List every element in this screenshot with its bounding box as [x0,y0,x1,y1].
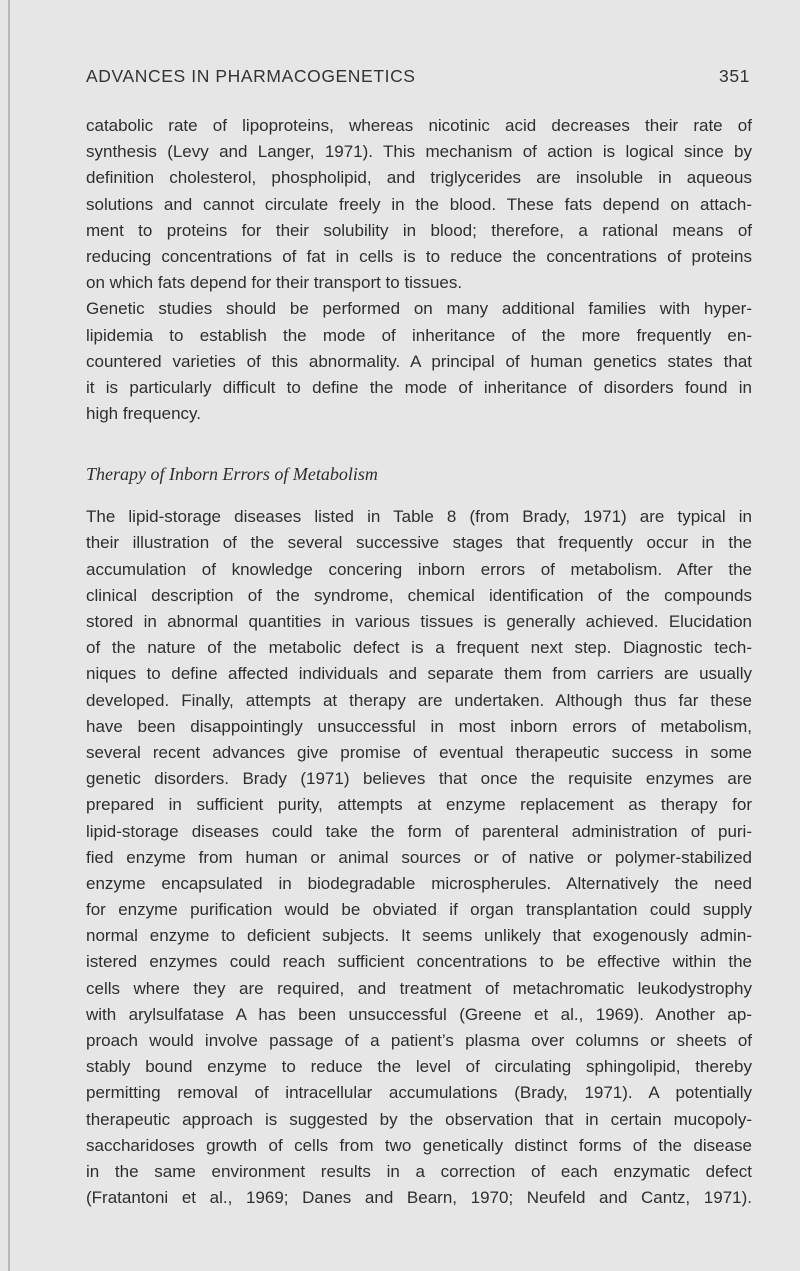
page-binding-edge [8,0,10,1271]
text-line: reducing concentrations of fat in cells is to reduce the concentrations of proteins [86,246,752,266]
text-line: stored in abnormal quantities in various tissues is generally achieved. Elucidation [86,612,752,631]
text-line: developed. Finally, attempts at therapy are undertaken. Although thus far these [86,690,752,710]
text-line: countered varieties of this abnormality. A principal of human genetics states that [86,351,752,371]
text-line: on which fats depend for their transport to tissues. [86,273,463,293]
text-line: catabolic rate of lipoproteins, whereas nicotinic acid decreases their rate of [86,116,752,135]
page-body [86,113,752,1211]
text-line: high frequency. [86,404,201,424]
paragraph-3 [86,504,752,1211]
text-line: in the same environment results in a correction of each enzymatic defect [86,1161,752,1181]
text-line: with arylsulfatase A has been unsuccessful (Greene et al., 1969). Another ap- [86,1004,752,1024]
paragraph-1 [86,113,752,296]
text-line: it is particularly difficult to define the mode of inheritance of disorders found in [86,377,752,397]
text-line: Genetic studies should be performed on many additional families with hyper- [86,299,752,319]
text-line: saccharidoses growth of cells from two genetically distinct forms of the disease [86,1135,752,1155]
text-line: definition cholesterol, phospholipid, and triglycerides are insoluble in aqueous [86,168,752,188]
text-line: enzyme encapsulated in biodegradable microspherules. Alternatively the need [86,873,752,893]
text-line: fied enzyme from human or animal sources or of native or polymer-stabilized [86,847,752,867]
running-header [86,66,750,92]
paragraph-2 [86,296,752,427]
text-line: clinical description of the syndrome, chemical identification of the compounds [86,585,752,605]
text-line: of the nature of the metabolic defect is a frequent next step. Diagnostic tech- [86,638,752,658]
text-line: their illustration of the several successive stages that frequently occur in the [86,533,752,553]
page-number: 351 [719,66,750,86]
text-line: lipid-storage diseases could take the form of parenteral administration of puri- [86,821,752,841]
text-line: normal enzyme to deficient subjects. It seems unlikely that exogenously admin- [86,926,752,946]
text-line: prepared in sufficient purity, attempts at enzyme replacement as therapy for [86,795,752,815]
text-line: stably bound enzyme to reduce the level of circulating sphingolipid, thereby [86,1057,752,1077]
text-line: (Fratantoni et al., 1969; Danes and Bearn, 1970; Neufeld and Cantz, 1971). [86,1188,752,1208]
text-line: niques to define affected individuals and separate them from carriers are usually [86,664,752,684]
text-line: ment to proteins for their solubility in blood; therefore, a rational means of [86,220,752,240]
text-line: for enzyme purification would be obviated if organ transplantation could supply [86,900,752,920]
text-line: cells where they are required, and treatment of metachromatic leukodystrophy [86,978,752,998]
section-heading: Therapy of Inborn Errors of Metabolism [86,464,378,485]
text-line: The lipid-storage diseases listed in Table 8 (from Brady, 1971) are typical in [86,507,752,527]
running-title: ADVANCES IN PHARMACOGENETICS [86,66,416,86]
text-line: therapeutic approach is suggested by the observation that in certain mucopoly- [86,1109,752,1129]
text-line: synthesis (Levy and Langer, 1971). This mechanism of action is logical since by [86,142,752,162]
text-line: permitting removal of intracellular accumulations (Brady, 1971). A potentially [86,1083,752,1103]
text-line: have been disappointingly unsuccessful in most inborn errors of metabolism, [86,716,752,736]
text-line: several recent advances give promise of eventual therapeutic success in some [86,742,752,762]
text-line: accumulation of knowledge concering inborn errors of metabolism. After the [86,559,752,579]
text-line: istered enzymes could reach sufficient concentrations to be effective within the [86,952,752,972]
text-line: proach would involve passage of a patient’s plasma over columns or sheets of [86,1031,752,1050]
text-line: genetic disorders. Brady (1971) believes that once the requisite enzymes are [86,769,752,789]
text-line: solutions and cannot circulate freely in the blood. These fats depend on attach- [86,194,752,214]
text-line: lipidemia to establish the mode of inheritance of the more frequently en- [86,325,752,345]
